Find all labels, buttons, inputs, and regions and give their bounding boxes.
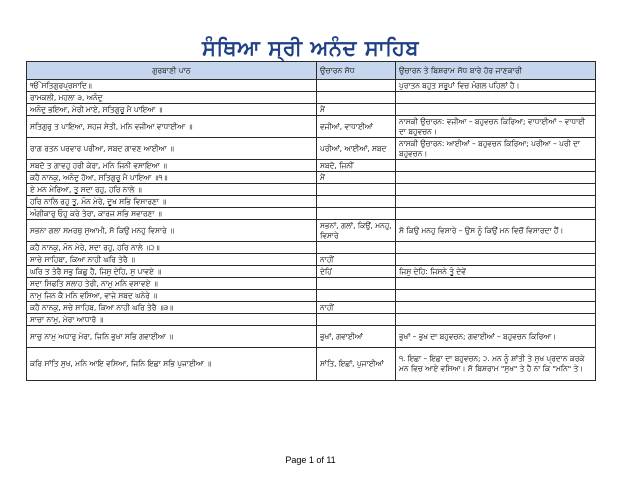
cell-pronunciation [317,290,396,302]
table-row [27,92,596,104]
column-header-gurbani-path: ਗੁਰਬਾਣੀ ਪਾਠ [27,62,317,80]
table-row [27,266,596,278]
cell-pronunciation: ਸਭਨਾਂ, ਗਲਾਂ, ਕਿਉਂ, ਮਨਹੁ, ਵਿਸਾਰੇ [317,220,396,242]
cell-notes: ਸੋ ਕਿਉ ਮਨਹੁ ਵਿਸਾਰੇ – ਉਸ ਨੂੰ ਕਿਉਂ ਮਨ ਵਿਚੋਂ ਵਿਸਾਰਦਾ ਹੈਂ। [396,220,596,242]
cell-gurbani-path: ਏ ਮਨ ਮੇਰਿਆ, ਤੂ ਸਦਾ ਰਹੁ, ਹਰਿ ਨਾਲੇ ॥ [27,184,317,196]
cell-notes: ਪੁਰਾਤਨ ਬਹੁਤ ਸਰੂਪਾਂ ਵਿਚ ਮੰਗਲ ਪਹਿਲਾਂ ਹੈ। [396,80,596,92]
cell-notes [396,104,596,116]
cell-notes [396,184,596,196]
cell-pronunciation [317,196,396,208]
column-header-pronunciation: ਉਚਾਰਨ ਸੋਧ [317,62,396,80]
table-row [27,326,596,348]
table-row [27,160,596,172]
table-row [27,138,596,160]
cell-pronunciation: ਨਾਹੀਂ [317,302,396,314]
cell-pronunciation: ਵਜੀਆਂ, ਵਾਧਾਈਆਂ [317,116,396,138]
cell-pronunciation: ਮੈਂ [317,172,396,184]
cell-gurbani-path: ੴ ਸਤਿਗੁਰਪ੍ਰਸਾਦਿ॥ [27,80,317,92]
cell-notes [396,314,596,326]
cell-notes [396,172,596,184]
cell-pronunciation: ਦੇਹਿਂ [317,266,396,278]
cell-pronunciation [317,278,396,290]
table-row [27,196,596,208]
cell-notes [396,278,596,290]
cell-gurbani-path: ਸਬਦੋ ਤ ਗਾਵਹੁ ਹਰੀ ਕੇਰਾ, ਮਨਿ ਜਿਨੀ ਵਸਾਇਆ ॥ [27,160,317,172]
cell-pronunciation [317,92,396,104]
table-row [27,184,596,196]
table-row [27,314,596,326]
cell-pronunciation: ਪਰੀਆਂ, ਆਈਆਂ, ਸਬਦ [317,138,396,160]
cell-pronunciation: ਸਾਂਤਿ, ਇਛਾਂ, ਪੁਜਾਈਆਂ [317,348,396,381]
cell-gurbani-path: ਨਾਮੁ ਜਿਨ ਕੈ ਮਨਿ ਵਸਿਆ, ਵਾਜੇ ਸਬਦ ਘਨੇਰੇ ॥ [27,290,317,302]
page-title: ਸੰਥਿਆ ਸ੍ਰੀ ਅਨੰਦ ਸਾਹਿਬ [201,36,419,60]
table-row [27,172,596,184]
cell-gurbani-path: ਕਹੈ ਨਾਨਕੁ, ਅਨੰਦੁ ਹੋਆ, ਸਤਿਗੁਰੂ ਮੈ ਪਾਇਆ ॥੧॥ [27,172,317,184]
table-row [27,208,596,220]
cell-gurbani-path: ਅਨੰਦੁ ਭਇਆ, ਮੇਰੀ ਮਾਏ, ਸਤਿਗੁਰੂ ਮੈ ਪਾਇਆ ॥ [27,104,317,116]
table-row [27,116,596,138]
cell-gurbani-path: ਅੰਗੀਕਾਰੁ ਓਹੁ ਕਰੇ ਤੇਰਾ, ਕਾਰਜ ਸਭਿ ਸਵਾਰਣਾ ॥ [27,208,317,220]
cell-notes [396,302,596,314]
table-row [27,290,596,302]
cell-gurbani-path: ਸਾਚੁ ਨਾਮੁ ਅਧਾਰੁ ਮੇਰਾ, ਜਿਨਿ ਭੁਖਾ ਸਭਿ ਗਵਾਈਆ ॥ [27,326,317,348]
table-row [27,302,596,314]
cell-gurbani-path: ਸਭਨਾ ਗਲਾ ਸਮਰਥੁ ਸੁਆਮੀ, ਸੋ ਕਿਉ ਮਨਹੁ ਵਿਸਾਰੇ ॥ [27,220,317,242]
cell-gurbani-path: ਰਾਗ ਰਤਨ ਪਰਵਾਰ ਪਰੀਆ, ਸਬਦ ਗਾਵਣ ਆਈਆ ॥ [27,138,317,160]
cell-notes [396,196,596,208]
table-row [27,220,596,242]
cell-gurbani-path: ਹਰਿ ਨਾਲਿ ਰਹੁ ਤੂ, ਮੰਨ ਮੇਰੇ, ਦੂਖ ਸਭਿ ਵਿਸਾਰਣਾ ॥ [27,196,317,208]
table-header-row [27,62,596,80]
cell-pronunciation: ਨਾਹੀਂ [317,254,396,266]
cell-notes: ਭੁਖਾਂ – ਭੁਖ ਦਾ ਬਹੁਵਚਨ; ਗਵਾਈਆਂ – ਬਹੁਵਚਨ ਕਿਰਿਆ। [396,326,596,348]
cell-pronunciation: ਮੈਂ [317,104,396,116]
cell-gurbani-path: ਕਹੈ ਨਾਨਕੁ, ਸਚੇ ਸਾਹਿਬ, ਕਿਆ ਨਾਹੀ ਘਰਿ ਤੇਰੈ ॥੩॥ [27,302,317,314]
cell-gurbani-path: ਸਦਾ ਸਿਫਤਿ ਸਲਾਹ ਤੇਰੀ, ਨਾਮੁ ਮਨਿ ਵਸਾਵਏ ॥ [27,278,317,290]
table-row [27,80,596,92]
cell-pronunciation [317,184,396,196]
cell-notes [396,160,596,172]
column-header-notes: ਉਚਾਰਨ ਤੇ ਬਿਸ਼ਰਾਮ ਸੋਧ ਬਾਰੇ ਹੋਰ ਜਾਣਕਾਰੀ [396,62,596,80]
page-number: Page 1 of 11 [285,455,336,465]
cell-gurbani-path: ਸਾਚਾ ਨਾਮੁ, ਮੇਰਾ ਆਧਾਰੋ ॥ [27,314,317,326]
table-row [27,278,596,290]
cell-gurbani-path: ਸਾਚੇ ਸਾਹਿਬਾ, ਕਿਆ ਨਾਹੀ ਘਰਿ ਤੇਰੈ ॥ [27,254,317,266]
cell-notes [396,290,596,302]
cell-notes [396,208,596,220]
cell-pronunciation [317,80,396,92]
cell-notes: ਨਾਸਕੀ ਉਚਾਰਨ: ਆਈਆਂ – ਬਹੁਵਚਨ ਕਿਰਿਆ; ਪਰੀਆ – ਪਰੀ ਦਾ ਬਹੁਵਚਨ। [396,138,596,160]
cell-notes [396,92,596,104]
cell-gurbani-path: ਸਤਿਗੁਰੁ ਤ ਪਾਇਆ, ਸਹਜ ਸੇਤੀ, ਮਨਿ ਵਜੀਆ ਵਾਧਾਈਆ ॥ [27,116,317,138]
cell-pronunciation [317,314,396,326]
cell-pronunciation [317,242,396,254]
cell-notes [396,254,596,266]
cell-gurbani-path: ਘਰਿ ਤ ਤੇਰੈ ਸਭੁ ਕਿਛੁ ਹੈ, ਜਿਸੁ ਦੇਹਿ, ਸੁ ਪਾਵਏ ॥ [27,266,317,278]
table-row [27,242,596,254]
table-row [27,104,596,116]
cell-pronunciation [317,208,396,220]
cell-gurbani-path: ਕਹੈ ਨਾਨਕੁ, ਮੰਨ ਮੇਰੇ, ਸਦਾ ਰਹੁ, ਹਰਿ ਨਾਲੇ ॥੨॥ [27,242,317,254]
cell-notes: ੧. ਇਛਾ – ਇਛਾ ਦਾ ਬਹੁਵਚਨ; ੨. ਮਨ ਨੂੰ ਸ਼ਾਂਤੀ ਤੇ ਸੁਖ ਪ੍ਰਦਾਨ ਕਰਕੇ ਮਨ ਵਿਚ ਆਏ ਵਸਿਆ। ਸੋ ਬਿਸ਼ਰਾਮ "ਸੁਖ" ਤੇ ਹੈ ਨਾ ਕਿ "ਮਨਿ" ਤੇ। [396,348,596,381]
table-body [27,80,596,381]
santhya-table [26,61,596,381]
cell-gurbani-path: ਕਰਿ ਸਾਂਤਿ ਸੁਖ, ਮਨਿ ਆਇ ਵਸਿਆ, ਜਿਨਿ ਇਛਾ ਸਭਿ ਪੁਜਾਈਆ ॥ [27,348,317,381]
table-row [27,254,596,266]
cell-gurbani-path: ਰਾਮਕਲੀ, ਮਹਲਾ ੩, ਅਨੰਦੁ [27,92,317,104]
cell-notes: ਜਿਸੁ ਦੇਹਿ: ਜਿਸਨੇ ਤੂੰ ਦੇਵੇਂ [396,266,596,278]
cell-notes: ਨਾਸਕੀ ਉਚਾਰਨ: ਵਜੀਆ – ਬਹੁਵਚਨ ਕਿਰਿਆ; ਵਾਧਾਈਆਂ – ਵਾਧਾਈ ਦਾ ਬਹੁਵਚਨ। [396,116,596,138]
cell-pronunciation: ਸਬਦੋ, ਜਿਨੀਂ [317,160,396,172]
table-row [27,348,596,381]
cell-notes [396,242,596,254]
cell-pronunciation: ਭੁਖਾਂ, ਗਵਾਈਆਂ [317,326,396,348]
